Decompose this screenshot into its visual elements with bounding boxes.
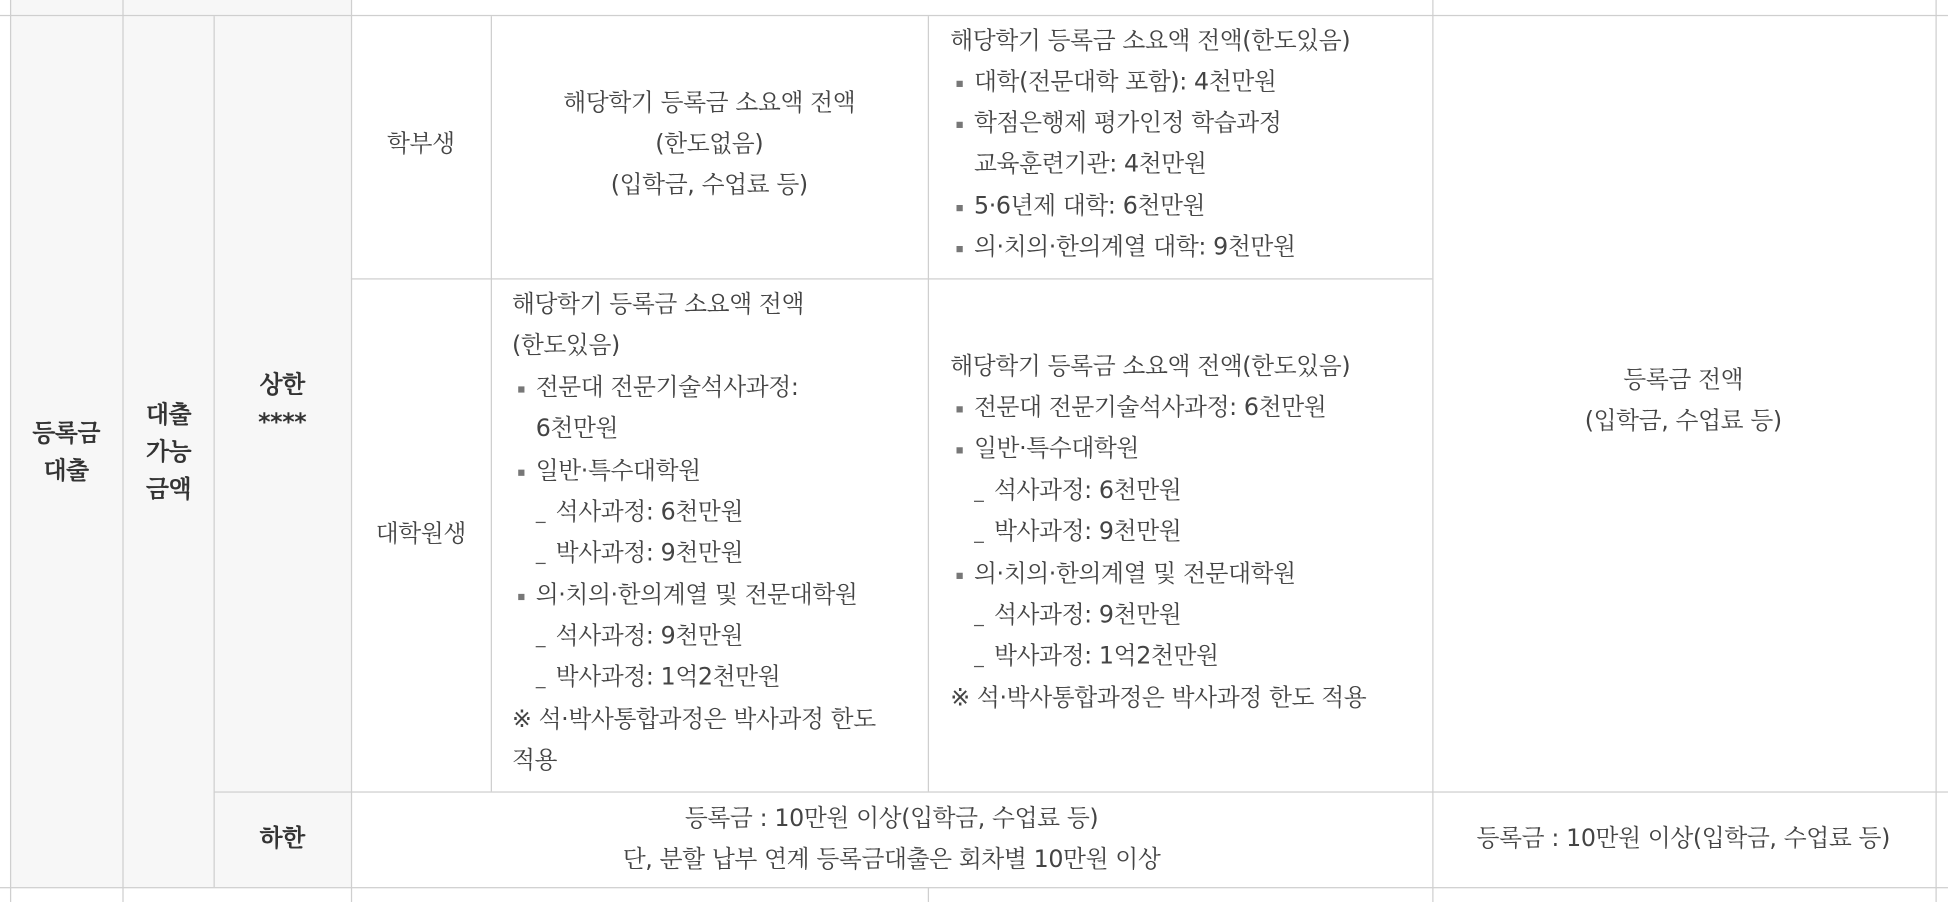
undergrad-col1-line: (한도없음) <box>655 130 764 158</box>
bullet-marker <box>957 447 963 453</box>
grad-col1-head: 해당학기 등록금 소요액 전액 <box>511 290 805 319</box>
bullet-marker <box>518 386 524 392</box>
bullet-marker <box>518 470 524 476</box>
grad-col1-note: 적용 <box>511 746 558 775</box>
undergrad-col2-item: 5·6년제 대학: 6천만원 <box>973 192 1206 220</box>
grid-line <box>0 887 1948 888</box>
dash-marker <box>536 563 546 564</box>
undergrad-col1-line: 해당학기 등록금 소요액 전액 <box>563 89 856 117</box>
upper-header: 상한 <box>259 371 305 399</box>
lower-right: 등록금 : 10만원 이상(입학금, 수업료 등) <box>1476 824 1890 853</box>
grid-line <box>928 16 929 791</box>
right-upper-line: 등록금 전액 <box>1623 366 1744 394</box>
grid-line <box>1432 0 1433 902</box>
undergrad-col2-item: 대학(전문대학 포함): 4천만원 <box>973 68 1277 96</box>
item-header: 대출 가능 금액 <box>146 401 192 504</box>
grid-line <box>491 16 492 791</box>
grad-col1-item: 박사과정: 1억2천만원 <box>555 663 781 691</box>
grad-col2-item: 의·치의·한의계열 및 전문대학원 <box>973 560 1296 588</box>
dash-marker <box>974 501 984 502</box>
grad-col1-item: 일반·특수대학원 <box>535 457 701 485</box>
grid-line <box>10 0 11 902</box>
grad-col1-item: 의·치의·한의계열 및 전문대학원 <box>535 581 858 609</box>
grad-col2-item: 박사과정: 1억2천만원 <box>993 642 1219 670</box>
bullet-marker <box>518 594 524 600</box>
top-partial-row <box>10 0 351 16</box>
lower-main-line: 등록금 : 10만원 이상(입학금, 수업료 등) <box>684 805 1099 833</box>
undergrad-col2-head: 해당학기 등록금 소요액 전액(한도있음) <box>950 27 1351 55</box>
grid-line <box>122 0 123 902</box>
lower-main-line: 단, 분할 납부 연계 등록금대출은 회차별 10만원 이상 <box>622 846 1161 874</box>
undergrad-col2-item: 교육훈련기관: 4천만원 <box>973 150 1207 178</box>
grad-col1-item: 석사과정: 9천만원 <box>555 622 743 650</box>
grad-col2-note: ※ 석·박사통합과정은 박사과정 한도 적용 <box>950 684 1367 712</box>
grad-col1-item: 6천만원 <box>535 414 619 443</box>
undergrad-col1-line: (입학금, 수업료 등) <box>610 171 808 199</box>
grad-col2-item: 석사과정: 9천만원 <box>993 601 1182 629</box>
grid-line <box>0 15 1948 16</box>
dash-marker <box>974 625 984 626</box>
grad-col2-item: 석사과정: 6천만원 <box>993 477 1182 505</box>
grad-col1-item: 석사과정: 6천만원 <box>555 498 743 526</box>
bullet-marker <box>957 246 963 252</box>
dash-marker <box>536 646 546 647</box>
bullet-marker <box>957 205 963 211</box>
grad-col2-item: 박사과정: 9천만원 <box>993 518 1182 546</box>
grad-col1-head: (한도있음) <box>511 331 620 360</box>
grad-col1-item: 박사과정: 9천만원 <box>555 539 743 567</box>
grad-col1-note: ※ 석·박사통합과정은 박사과정 한도 <box>511 705 876 734</box>
dash-marker <box>974 666 984 667</box>
undergrad-col2-item: 학점은행제 평가인정 학습과정 <box>973 109 1282 137</box>
grid-line <box>214 791 1948 792</box>
grid-line <box>928 887 929 902</box>
bullet-marker <box>957 81 963 87</box>
dash-marker <box>974 542 984 543</box>
undergrad-col2-item: 의·치의·한의계열 대학: 9천만원 <box>973 233 1296 261</box>
grad-col2-head: 해당학기 등록금 소요액 전액(한도있음) <box>950 352 1351 381</box>
grid-line <box>351 0 352 902</box>
dash-marker <box>536 522 546 523</box>
bullet-marker <box>957 122 963 128</box>
lower-header: 하한 <box>259 824 305 853</box>
grad-col1-item: 전문대 전문기술석사과정: <box>535 373 799 402</box>
grid-line <box>351 278 1432 279</box>
grad-col2-item: 전문대 전문기술석사과정: 6천만원 <box>973 393 1327 422</box>
grad-col2-item: 일반·특수대학원 <box>973 434 1139 463</box>
right-upper-line: (입학금, 수업료 등) <box>1584 407 1782 435</box>
grad-label: 대학원생 <box>375 520 466 548</box>
upper-mark: **** <box>258 408 307 437</box>
grid-line <box>214 16 215 887</box>
bullet-marker <box>957 573 963 579</box>
bullet-marker <box>957 406 963 412</box>
category-header: 등록금 대출 <box>32 419 101 485</box>
dash-marker <box>536 687 546 688</box>
grid-line <box>1935 0 1936 902</box>
undergrad-label: 학부생 <box>386 130 455 158</box>
